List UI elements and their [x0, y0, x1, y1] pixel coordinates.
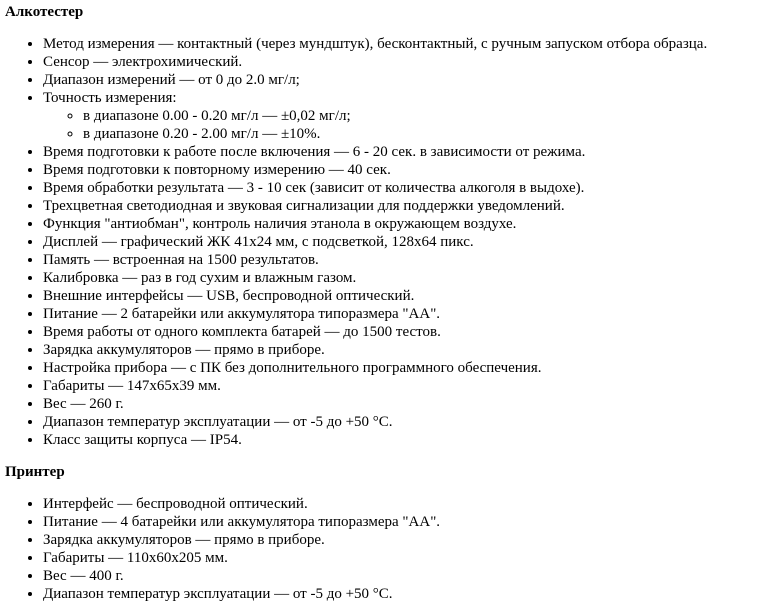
list-item-accuracy — [43, 89, 757, 143]
list-item: • Время подготовки к работе после включения — 6 - 20 сек. в зависимости от режима. — [43, 143, 757, 161]
list-item: • Сенсор — электрохимический. — [43, 53, 757, 71]
breathalyzer-spec-list — [5, 35, 757, 449]
list-item: • Питание — 2 батарейки или аккумулятора типоразмера "AA". — [43, 305, 757, 323]
list-item: • Функция "антиобман", контроль наличия этанола в окружающем воздухе. — [43, 215, 757, 233]
list-item: • Диапазон измерений — от 0 до 2.0 мг/л; — [43, 71, 757, 89]
list-item: • Вес — 260 г. — [43, 395, 757, 413]
list-item: • Класс защиты корпуса — IP54. — [43, 431, 757, 449]
list-item: • Зарядка аккумуляторов — прямо в приборе. — [43, 531, 757, 549]
list-item: • Диапазон температур эксплуатации — от -5 до +50 °C. — [43, 413, 757, 431]
list-item: • Вес — 400 г. — [43, 567, 757, 585]
list-item: • Время работы от одного комплекта батарей — до 1500 тестов. — [43, 323, 757, 341]
list-item: • Калибровка — раз в год сухим и влажным газом. — [43, 269, 757, 287]
list-item: • Трехцветная светодиодная и звуковая сигнализации для поддержки уведомлений. — [43, 197, 757, 215]
list-item: • Зарядка аккумуляторов — прямо в приборе. — [43, 341, 757, 359]
accuracy-sublist — [43, 107, 757, 143]
sublist-item: ◦ в диапазоне 0.20 - 2.00 мг/л — ±10%. — [83, 125, 757, 143]
section-title-breathalyzer: Алкотестер — [5, 4, 84, 20]
list-item: • Время обработки результата — 3 - 10 сек (зависит от количества алкоголя в выдохе). — [43, 179, 757, 197]
list-item: • Память — встроенная на 1500 результатов. — [43, 251, 757, 269]
list-item: • Время подготовки к повторному измерению — 40 сек. — [43, 161, 757, 179]
list-item: • Дисплей — графический ЖК 41x24 мм, с подсветкой, 128x64 пикс. — [43, 233, 757, 251]
list-item: • Габариты — 110x60x205 мм. — [43, 549, 757, 567]
list-item: • Габариты — 147x65x39 мм. — [43, 377, 757, 395]
section-title-printer: Принтер — [5, 464, 65, 480]
list-item: • Питание — 4 батарейки или аккумулятора типоразмера "AA". — [43, 513, 757, 531]
sublist-item: ◦ в диапазоне 0.00 - 0.20 мг/л — ±0,02 мг/л; — [83, 107, 757, 125]
list-item: • Внешние интерфейсы — USB, беспроводной оптический. — [43, 287, 757, 305]
list-item: • Диапазон температур эксплуатации — от -5 до +50 °C. — [43, 585, 757, 603]
list-item: • Настройка прибора — с ПК без дополнительного программного обеспечения. — [43, 359, 757, 377]
accuracy-label: Точность измерения: — [43, 90, 177, 106]
list-item: • Метод измерения — контактный (через мундштук), бесконтактный, с ручным запуском отбора образца. — [43, 35, 757, 53]
list-item: • Интерфейс — беспроводной оптический. — [43, 495, 757, 513]
printer-spec-list — [5, 495, 757, 603]
spec-document — [5, 3, 757, 603]
